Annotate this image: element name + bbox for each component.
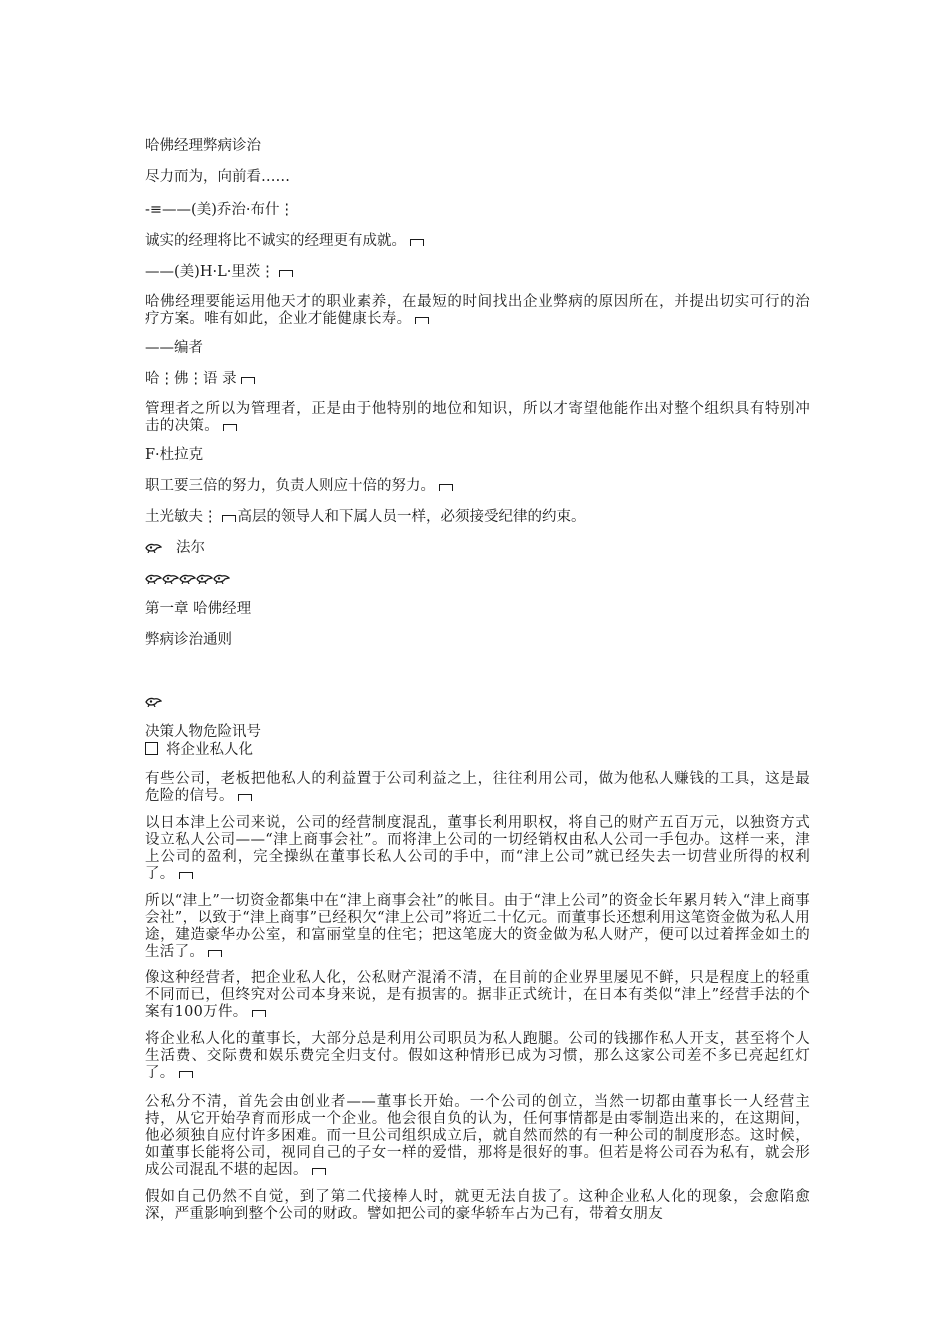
paragraph-mark-icon xyxy=(439,484,453,491)
quote-3-author: F·杜拉克 xyxy=(145,447,204,463)
paragraph-mark-icon xyxy=(179,872,193,879)
bird-icon xyxy=(145,543,162,553)
paragraph-text: 有些公司，老板把他私人的利益置于公司利益之上，往往利用公司，做为他私人赚钱的工具，这是最危险的信号。 xyxy=(145,771,810,804)
paragraph-mark-icon xyxy=(279,270,293,277)
paragraph-text: 假如自己仍然不自觉，到了第二代接棒人时，就更无法自拔了。这种企业私人化的现象，会愈陷愈深，严重影响到整个公司的财政。譬如把公司的豪华轿车占为己有，带着女朋友 xyxy=(145,1189,810,1222)
bird-icon xyxy=(162,574,179,584)
paragraph-mark-icon xyxy=(179,1071,193,1078)
body-paragraph xyxy=(145,771,810,805)
paragraph-mark-icon xyxy=(415,317,429,324)
quote-5-author: 土光敏夫⋮ xyxy=(145,509,218,525)
bird-ornament-row xyxy=(145,570,230,588)
paragraph-text: 以日本津上公司来说，公司的经营制度混乱，董事长利用职权，将自己的财产五百万元，以独资方式设立私人公司——“津上商事会社”。而将津上公司的一切经销权由私人公司一手包办。这样一来，津上公司的盈利，完全操纵在董事长私人公司的手中，而“津上公司”就已经失去一切营业所得的权利了。 xyxy=(145,815,810,882)
quote-1: 尽力而为，向前看…… xyxy=(145,169,290,185)
quote-4: 职工要三倍的努力，负责人则应十倍的努力。 xyxy=(145,478,435,494)
section-bird-line xyxy=(145,693,162,711)
quotes-heading-line xyxy=(145,370,255,388)
chapter-subtitle: 弊病诊治通则 xyxy=(145,632,232,648)
quote-2: 诚实的经理将比不诚实的经理更有成就。 xyxy=(145,233,406,249)
body-paragraph xyxy=(145,1189,810,1223)
bird-icon xyxy=(179,574,196,584)
paragraph-mark-icon xyxy=(252,1010,266,1017)
body-paragraph xyxy=(145,893,810,961)
bird-icon xyxy=(196,574,213,584)
section-title: 决策人物危险讯号 xyxy=(145,724,261,740)
quotes-heading: 哈⋮佛⋮语 录 xyxy=(145,371,237,387)
quote-5-line xyxy=(145,508,586,526)
document-title: 哈佛经理弊病诊治 xyxy=(145,138,261,154)
section-item-line xyxy=(145,741,253,759)
body-paragraph xyxy=(145,815,810,883)
quote-3: 管理者之所以为管理者，正是由于他特别的地位和知识，所以才寄望他能作出对整个组织具有特别冲击的决策。 xyxy=(145,401,810,434)
quote-3-paragraph xyxy=(145,401,810,435)
checkbox-square-icon xyxy=(145,742,158,755)
quote-1-author: -≡——(美)乔治·布什⋮ xyxy=(145,202,294,218)
paragraph-mark-icon xyxy=(208,950,222,957)
paragraph-mark-icon xyxy=(312,1168,326,1175)
paragraph-text: 像这种经营者，把企业私人化，公私财产混淆不清，在目前的企业界里屡见不鲜，只是程度上的轻重不同而已，但终究对公司本身来说，是有损害的。据非正式统计，在日本有类似“津上”经营手法的个案有100万件。 xyxy=(145,970,810,1020)
quote-5b-author: 法尔 xyxy=(176,540,205,556)
editor-note: 哈佛经理要能运用他天才的职业素养，在最短的时间找出企业弊病的原因所在，并提出切实可行的治疗方案。唯有如此，企业才能健康长寿。 xyxy=(145,294,810,327)
quote-2-author: ——(美)H·L·里茨⋮ xyxy=(145,264,275,280)
paragraph-text: 公私分不清，首先会由创业者——董事长开始。一个公司的创立，当然一切都由董事长一人经营主持，从它开始孕育而形成一个企业。他会很自负的认为，任何事情都是由零制造出来的，在这期间，他必须独自应付许多困难。而一旦公司组织成立后，就自然而然的有一种公司的制度形态。这时候，如董事长能将公司，视同自己的子女一样的爱惜，那将是很好的事。但若是将公司吞为私有，就会形成公司混乱不堪的起因。 xyxy=(145,1094,810,1178)
quote-5b-line xyxy=(145,539,205,557)
bird-icon xyxy=(213,574,230,584)
editor-note-paragraph xyxy=(145,294,810,328)
quote-5: 高层的领导人和下属人员一样，必须接受纪律的约束。 xyxy=(237,509,586,525)
paragraph-mark-icon xyxy=(241,377,255,384)
bird-icon xyxy=(145,574,162,584)
body-paragraph xyxy=(145,1031,810,1082)
paragraph-text: 所以“津上”一切资金都集中在“津上商事会社”的帐目。由于“津上公司”的资金长年累月转入“津上商事会社”，以致于“津上商事”已经积欠“津上公司”将近二十亿元。而董事长还想利用这笔资金做为私人用途，建造豪华办公室，和富丽堂皇的住宅；把这笔庞大的资金做为私人财产，便可以过着挥金如土的生活了。 xyxy=(145,893,810,960)
editor-credit: ——编者 xyxy=(145,340,203,356)
chapter-title: 第一章 哈佛经理 xyxy=(145,601,252,617)
paragraph-mark-icon xyxy=(223,424,237,431)
quote-4-line xyxy=(145,477,453,495)
section-item: 将企业私人化 xyxy=(166,742,253,758)
bird-icon xyxy=(145,697,162,707)
paragraph-mark-icon xyxy=(238,794,252,801)
paragraph-mark-icon xyxy=(410,239,424,246)
body-paragraph xyxy=(145,1094,810,1179)
paragraph-text: 将企业私人化的董事长，大部分总是利用公司职员为私人跑腿。公司的钱挪作私人开支，甚至将个人生活费、交际费和娱乐费完全归支付。假如这种情形已成为习惯，那么这家公司差不多已亮起红灯了。 xyxy=(145,1031,810,1081)
quote-2-author-line xyxy=(145,263,293,281)
body-paragraph xyxy=(145,970,810,1021)
paragraph-mark-icon xyxy=(222,515,236,522)
quote-2-line xyxy=(145,232,424,250)
